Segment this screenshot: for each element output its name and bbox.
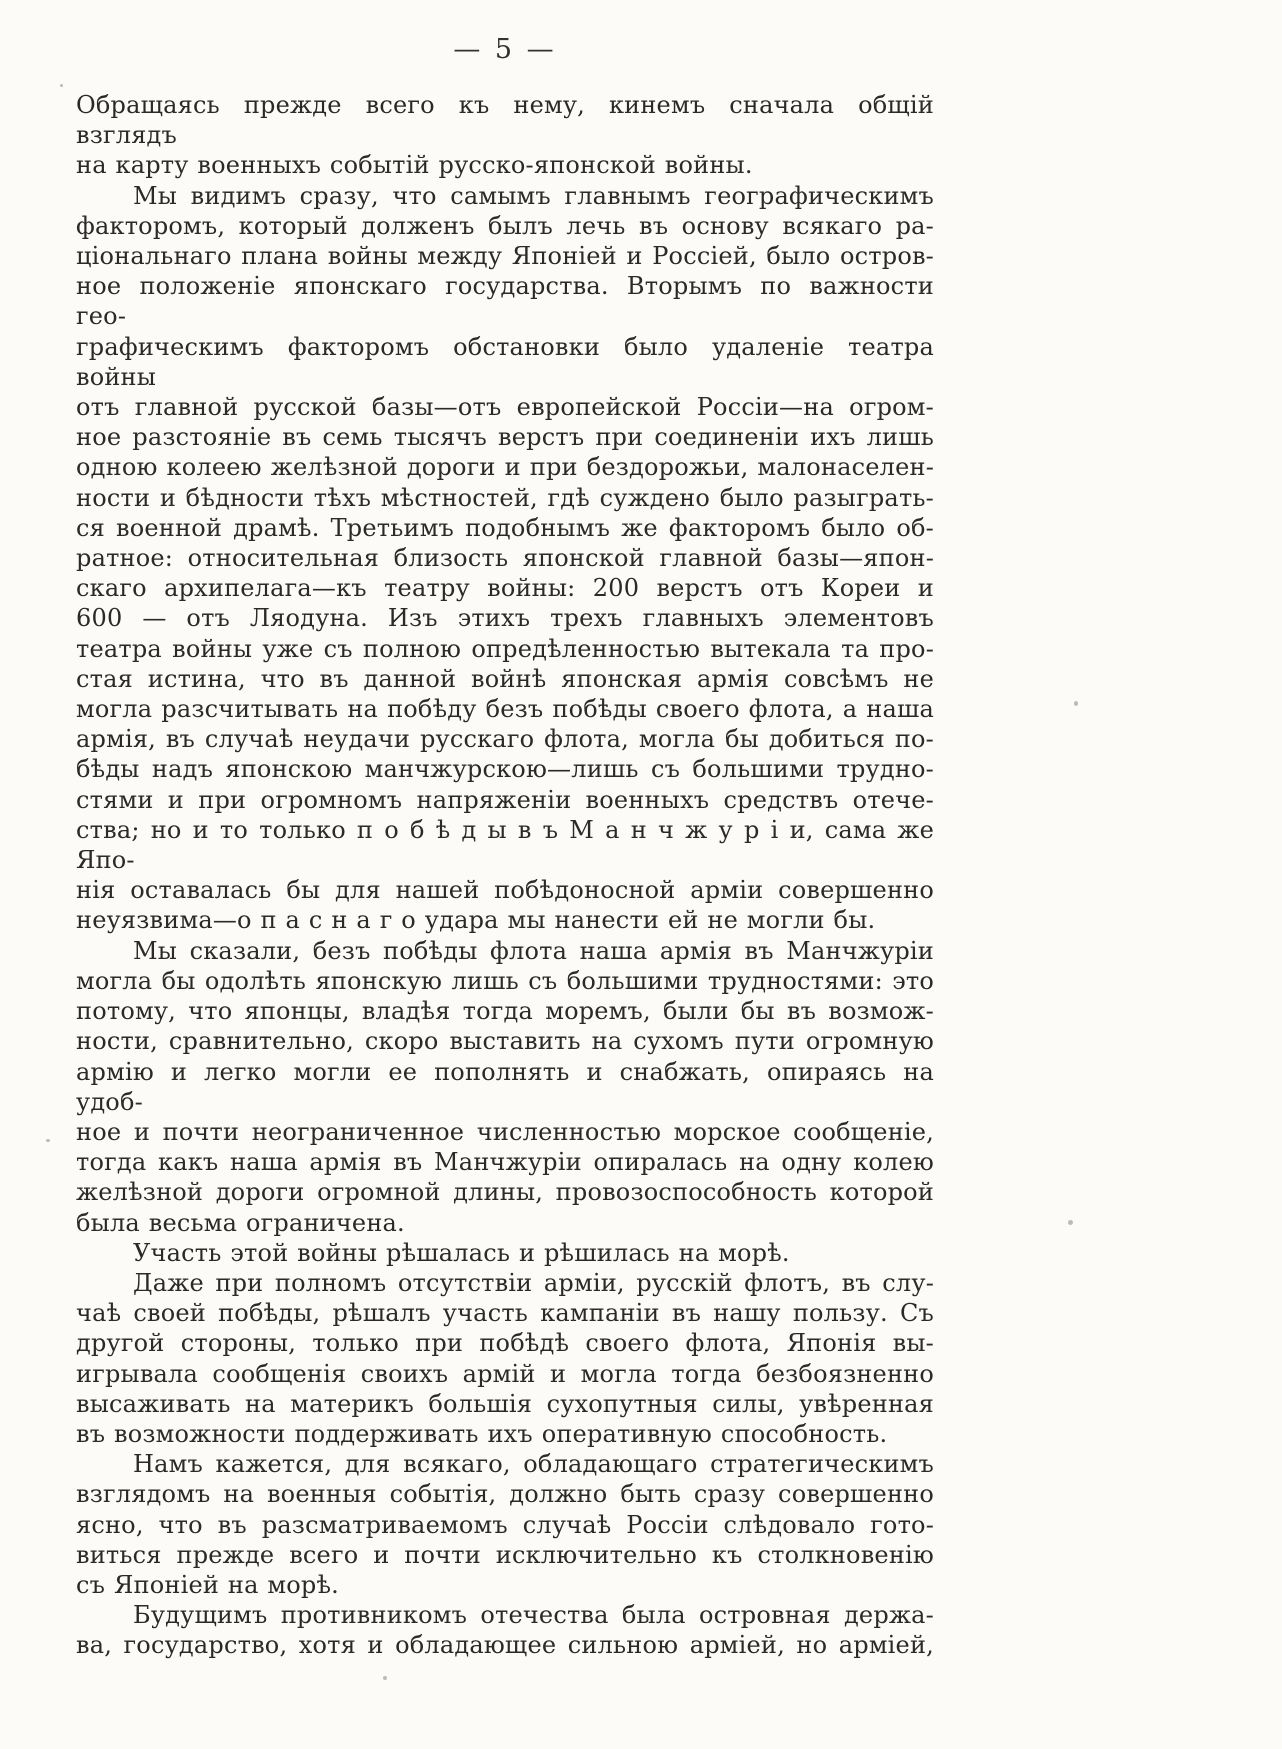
scan-artifact [60, 84, 63, 87]
text-line: могла бы одолѣть японскую лишь съ большими трудностями: это [76, 966, 934, 995]
text-line: Намъ кажется, для всякаго, обладающаго стратегическимъ [133, 1450, 934, 1479]
paragraph [76, 936, 934, 1238]
page-number: — 5 — [453, 34, 557, 65]
text-line: съ Японіей на морѣ. [76, 1570, 339, 1599]
text-line: Будущимъ противникомъ отечества была островная держа- [133, 1601, 934, 1630]
text-line: театра войны уже съ полною опредѣленностью вытекала та про- [76, 634, 934, 663]
text-line: ности и бѣдности тѣхъ мѣстностей, гдѣ суждено было разыграть- [76, 483, 934, 512]
text-line: въ возможности поддерживать ихъ оперативную способность. [76, 1419, 888, 1448]
paragraph [76, 181, 934, 936]
text-line: ясно, что въ разсматриваемомъ случаѣ Россіи слѣдовало гото- [76, 1510, 934, 1539]
text-line: ности, сравнительно, скоро выставить на сухомъ пути огромную [76, 1027, 934, 1056]
text-line: бѣды надъ японскою манчжурскою—лишь съ большими трудно- [76, 755, 934, 784]
paragraph [76, 1268, 934, 1449]
scan-artifact [1068, 1220, 1073, 1225]
text-line: игрывала сообщенія своихъ армій и могла тогда безбоязненно [76, 1359, 934, 1388]
text-line: Мы сказали, безъ побѣды флота наша армія въ Манчжуріи [133, 936, 934, 965]
text-line: ва, государство, хотя и обладающее сильною арміей, но арміей, [76, 1631, 934, 1660]
text-line: Мы видимъ сразу, что самымъ главнымъ географическимъ [133, 181, 934, 210]
text-line: Участь этой войны рѣшалась и рѣшилась на морѣ. [133, 1238, 790, 1267]
text-line: одною колеею желѣзной дороги и при бездорожьи, малонаселен- [76, 453, 934, 482]
text-line: другой стороны, только при побѣдѣ своего флота, Японія вы- [76, 1329, 934, 1358]
scan-artifact [46, 1139, 50, 1142]
page-text [76, 90, 934, 1661]
text-line: ное и почти неограниченное численностью морское сообщеніе, [76, 1117, 934, 1146]
text-line: скаго архипелага—къ театру войны: 200 верстъ отъ Кореи и [76, 574, 934, 603]
text-line: ства; но и то только п о б ѣ д ы в ъ М а н ч ж у р і и, сама же Япо- [76, 815, 934, 875]
text-line: тогда какъ наша армія въ Манчжуріи опиралась на одну колею [76, 1148, 934, 1177]
text-line: отъ главной русской базы—отъ европейской Россіи—на огром- [76, 393, 934, 422]
paragraph [76, 90, 934, 181]
text-line: потому, что японцы, владѣя тогда моремъ, были бы въ возмож- [76, 997, 934, 1026]
text-line: на карту военныхъ событій русско-японской войны. [76, 151, 753, 180]
text-line: армія, въ случаѣ неудачи русскаго флота, могла бы добиться по- [76, 725, 934, 754]
text-line: ное разстояніе въ семь тысячъ верстъ при соединеніи ихъ лишь [76, 423, 934, 452]
scan-artifact [1074, 701, 1078, 706]
text-line: стая истина, что въ данной войнѣ японская армія совсѣмъ не [76, 664, 934, 693]
text-line: 600 — отъ Ляодуна. Изъ этихъ трехъ главныхъ элементовъ [76, 604, 934, 633]
text-line: могла разсчитывать на побѣду безъ побѣды своего флота, а наша [76, 695, 934, 724]
scan-artifact [383, 1676, 387, 1680]
text-line: чаѣ своей побѣды, рѣшалъ участь кампаніи въ нашу пользу. Съ [76, 1299, 934, 1328]
text-line: была весьма ограничена. [76, 1208, 405, 1237]
text-line: нія оставалась бы для нашей побѣдоносной арміи совершенно [76, 876, 934, 905]
text-line: желѣзной дороги огромной длины, провозоспособность которой [76, 1178, 934, 1207]
text-line: факторомъ, который долженъ былъ лечь въ основу всякаго ра- [76, 211, 934, 240]
text-line: стями и при огромномъ напряженіи военныхъ средствъ отече- [76, 785, 934, 814]
text-line: виться прежде всего и почти исключительно къ столкновенію [76, 1540, 934, 1569]
text-line: ное положеніе японскаго государства. Вторымъ по важности гео- [76, 272, 934, 331]
paragraph [76, 1449, 934, 1600]
paragraph [76, 1600, 934, 1660]
text-line: Обращаясь прежде всего къ нему, кинемъ сначала общій взглядъ [76, 91, 934, 150]
text-line: ся военной драмѣ. Третьимъ подобнымъ же факторомъ было об- [76, 513, 934, 542]
text-line: ратное: относительная близость японской главной базы—япон- [76, 544, 934, 573]
text-line: ціональнаго плана войны между Японіей и Россіей, было остров- [76, 242, 934, 271]
text-line: Даже при полномъ отсутствіи арміи, русскій флотъ, въ слу- [133, 1268, 934, 1297]
text-line: взглядомъ на военныя событія, должно быть сразу совершенно [76, 1480, 934, 1509]
paragraph [76, 1238, 934, 1268]
text-line: армію и легко могли ее пополнять и снабжать, опираясь на удоб- [76, 1057, 934, 1116]
text-line: графическимъ факторомъ обстановки было удаленіе театра войны [76, 332, 934, 391]
text-line: высаживать на материкъ большія сухопутныя силы, увѣренная [76, 1389, 934, 1418]
text-line: неуязвима—о п а с н а г о удара мы нанести ей не могли бы. [76, 906, 876, 935]
